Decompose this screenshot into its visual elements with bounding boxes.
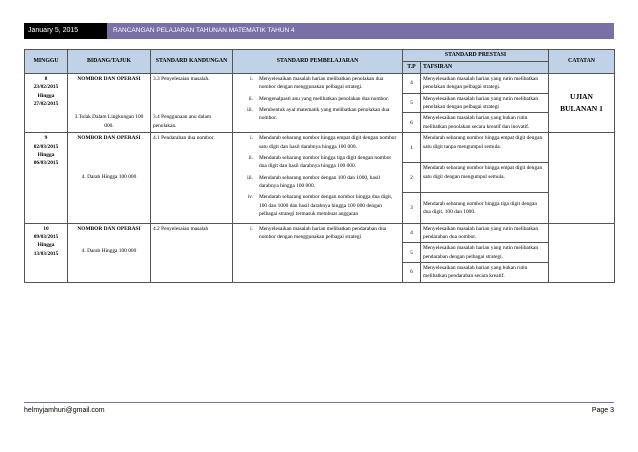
- week-end-date: 27/02/2015: [33, 101, 59, 108]
- pembelajaran-item: ii. Mengenalpasti anu yang melibatkan penolakan dua nombor.: [248, 95, 389, 102]
- tp-cell: 1: [403, 133, 421, 163]
- pembelajaran-item: i. Mendarab sebarang nombor hingga empat digit dengan nombor satu digit dan hasil darabnya hingga 100 000.: [250, 135, 397, 150]
- tafsiran-cell: Mendarab sebarang nombor hingga empat digit dengan satu digit tanpa mengumpul semula.: [421, 133, 549, 163]
- kandungan-item: 4.2 Penyelesaian masalah: [153, 225, 209, 232]
- rpt-table: [24, 49, 615, 283]
- bidang-label: NOMBOR DAN OPERASI: [77, 225, 141, 232]
- kandungan-cell: [151, 73, 233, 132]
- week-start-date: 23/02/2015: [33, 84, 59, 91]
- week-number: 9: [44, 135, 48, 142]
- tp-cell: 2: [403, 163, 421, 193]
- kandungan-cell: [151, 133, 233, 223]
- col-header-tafsiran: TAFSIRAN: [421, 61, 549, 73]
- table-row: [25, 73, 615, 93]
- minggu-cell: [25, 223, 68, 282]
- week-end-date: 06/03/2015: [33, 160, 59, 167]
- minggu-cell: [25, 73, 68, 132]
- week-range-word: Hingga: [37, 92, 55, 99]
- tafsiran-cell: Menyelesaikan masalah harian yang bukan rutin melibatkan pendaraban secara kreatif.: [421, 263, 549, 283]
- header-date: January 5, 2015: [24, 23, 107, 39]
- week-number: 8: [44, 75, 48, 82]
- week-start-date: 09/03/2015: [33, 233, 59, 240]
- catatan-cell: [549, 223, 615, 282]
- page-header: [24, 23, 614, 39]
- pembelajaran-item: iii. Mendarab sebarang nombor dengan 100 dan 1000, hasil darabnya hingga 100 000.: [247, 174, 380, 190]
- pembelajaran-item: iii. Membentuk ayat matematik yang melibatkan penolakan dua nombor.: [247, 107, 390, 122]
- page-footer: [24, 402, 614, 414]
- week-range-word: Hingga: [37, 242, 55, 249]
- kandungan-item: 3.4 Penggunaan anu dalam penolakan.: [153, 114, 212, 129]
- tp-cell: 4: [403, 223, 421, 243]
- col-header-prestasi: STANDARD PRESTASI: [403, 50, 549, 62]
- week-start-date: 02/03/2015: [33, 143, 59, 150]
- col-header-pembelajaran: STANDARD PEMBELAJARAN: [233, 50, 403, 74]
- pembelajaran-cell: [233, 223, 403, 282]
- week-range-word: Hingga: [37, 151, 55, 158]
- catatan-cell: UJIAN BULANAN 1: [549, 73, 615, 132]
- tp-cell: 6: [403, 263, 421, 283]
- col-header-bidang: BIDANG/TAJUK: [68, 50, 151, 74]
- week-number: 10: [43, 225, 49, 232]
- pembelajaran-item: ii. Mendarab sebarang nombor hingga tiga digit dengan nombor dua digit dan hasil darabnya hingga 100 000.: [248, 154, 392, 170]
- col-header-catatan: CATATAN: [549, 50, 615, 74]
- tafsiran-cell: Menyelesaikan masalah harian yang rutin melibatkan penolakan dengan pelbagai strategi.: [421, 73, 549, 93]
- pembelajaran-item: i. Menyelesaikan masalah harian melibatkan pendaraban dua nombor dengan menggunakan pelbagai strategi: [250, 225, 387, 240]
- kandungan-cell: [151, 223, 233, 282]
- footer-email: helmyjamhuri@gmail.com: [24, 407, 105, 414]
- header-title: RANCANGAN PELAJARAN TAHUNAN MATEMATIK TAHUN 4: [107, 23, 614, 39]
- table-row: [25, 133, 615, 163]
- week-end-date: 13/03/2015: [33, 250, 59, 257]
- kandungan-item: 4.1 Pendaraban dua nombor: [153, 135, 214, 142]
- catatan-cell: [549, 133, 615, 223]
- tafsiran-cell: Menyelesaikan masalah harian yang rutin melibatkan penolakan dengan pelbagai strategi: [421, 93, 549, 113]
- tafsiran-cell: Menyelesaikan masalah harian yang rutin melibatkan pendaraban dengan pelbagai strategi.: [421, 243, 549, 263]
- bidang-label: NOMBOR DAN OPERASI: [77, 75, 141, 82]
- bidang-cell: [68, 223, 151, 282]
- tp-cell: 4: [403, 73, 421, 93]
- col-header-kandungan: STANDARD KANDUNGAN: [151, 50, 233, 74]
- bidang-cell: [68, 133, 151, 223]
- kandungan-item: 3.3 Penyelesaian masalah.: [153, 75, 210, 82]
- minggu-cell: [25, 133, 68, 223]
- col-header-minggu: MINGGU: [25, 50, 68, 74]
- pembelajaran-cell: [233, 133, 403, 223]
- bidang-label: NOMBOR DAN OPERASI: [77, 135, 141, 142]
- tafsiran-cell: Mendarab sebarang nombor hingga tiga digit dengan dua digit, 100 dan 1000.: [421, 193, 549, 223]
- tp-cell: 5: [403, 93, 421, 113]
- pembelajaran-item: i. Menyelesaikan masalah harian melibatkan penolakan dua nombor dengan menggunakan pelbagai strategi.: [250, 75, 384, 91]
- table-row: [25, 223, 615, 243]
- tajuk-label: 3.Tolak Dalam Lingkungan 100 000.: [74, 114, 144, 129]
- tafsiran-cell: Menyelesaikan masalah harian yang rutin melibatkan pendaraban dua nombor.: [421, 223, 549, 243]
- pembelajaran-cell: [233, 73, 403, 132]
- tafsiran-cell: Mendarab sebarang nombor hingga empat digit dengan satu digit dengan mengumpul semula.: [421, 163, 549, 193]
- tajuk-label: 4. Darab Hingga 100 000: [81, 247, 137, 254]
- tp-cell: 3: [403, 193, 421, 223]
- tajuk-label: 4. Darab Hingga 100 000: [81, 173, 137, 180]
- bidang-cell: [68, 73, 151, 132]
- tp-cell: 6: [403, 113, 421, 133]
- tp-cell: 5: [403, 243, 421, 263]
- pembelajaran-item: iv. Mendarab sebarang nombor dengan nombor hingga dua digit, 100 dan 1000 dan hasil darabnya hingga 100 000 dengan pelbagai strategi termasuk membuat anggaran: [247, 194, 393, 218]
- col-header-tp: T.P: [403, 61, 421, 73]
- footer-page-number: Page 3: [591, 407, 614, 414]
- tafsiran-cell: Menyelesaikan masalah harian yang bukan rutin melibatkan penolakan secara kreatif dan inovatif.: [421, 113, 549, 133]
